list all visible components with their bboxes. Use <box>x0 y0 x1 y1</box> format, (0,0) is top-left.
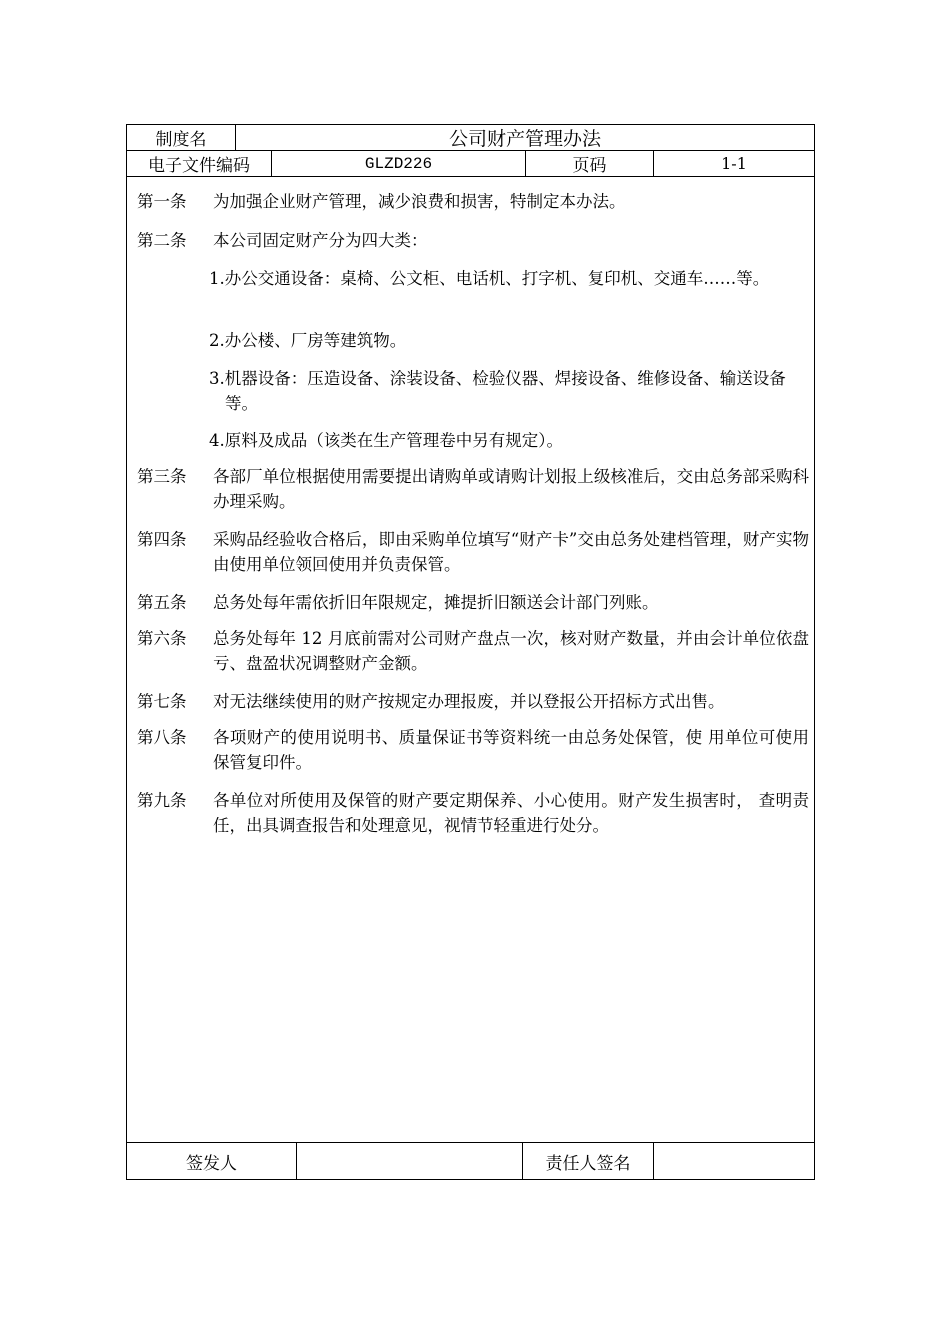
file-code-value: GLZD226 <box>364 154 433 173</box>
category-item-2: 2.办公楼、厂房等建筑物。 <box>209 331 407 350</box>
category-item-1: 1.办公交通设备：桌椅、公文柜、电话机、打字机、复印机、交通车……等。 <box>209 269 770 288</box>
article-text: 为加强企业财产管理，减少浪费和损害，特制定本办法。 <box>213 192 626 211</box>
divider <box>127 176 814 177</box>
article-text: 本公司固定财产分为四大类： <box>213 231 428 250</box>
article-text: 采购品经验收合格后，即由采购单位填写“财产卡”交由总务处建档管理，财产实物由使用单位领回使用并负责保管。 <box>213 530 809 574</box>
article-text: 各部厂单位根据使用需要提出请购单或请购计划报上级核准后，交由总务部采购科办理采购。 <box>213 467 809 511</box>
regulation-form <box>126 124 815 1180</box>
page-label: 页码 <box>572 156 607 176</box>
file-code-label: 电子文件编码 <box>148 156 250 176</box>
category-item-4: 4.原料及成品（该类在生产管理卷中另有规定）。 <box>209 431 563 450</box>
system-name-label: 制度名 <box>155 130 207 150</box>
article-text: 对无法继续使用的财产按规定办理报废，并以登报公开招标方式出售。 <box>213 692 725 711</box>
article-text: 总务处每年需依折旧年限规定，摊提折旧额送会计部门列账。 <box>213 593 659 612</box>
article-text: 各项财产的使用说明书、质量保证书等资料统一由总务处保管，使 用单位可使用保管复印件。 <box>213 728 809 772</box>
article-label: 第八条 <box>137 728 187 747</box>
article-label: 第三条 <box>137 467 187 486</box>
article-label: 第六条 <box>137 629 187 648</box>
article-label: 第五条 <box>137 593 187 612</box>
article-text: 总务处每年 12 月底前需对公司财产盘点一次，核对财产数量，并由会计单位依盘亏、盘盈状况调整财产金额。 <box>213 629 809 673</box>
article-label: 第四条 <box>137 530 187 549</box>
issuer-signature-field[interactable] <box>297 1143 522 1179</box>
page-value: 1-1 <box>721 154 747 173</box>
article-label: 第七条 <box>137 692 187 711</box>
responsible-signature-field[interactable] <box>654 1143 814 1179</box>
issuer-label: 签发人 <box>186 1153 237 1174</box>
system-name-value: 公司财产管理办法 <box>448 128 601 150</box>
article-label: 第二条 <box>137 231 187 250</box>
article-label: 第九条 <box>137 791 187 810</box>
article-text: 各单位对所使用及保管的财产要定期保养、小心使用。财产发生损害时， 查明责任，出具调查报告和处理意见，视情节轻重进行处分。 <box>213 791 809 835</box>
responsible-label: 责任人签名 <box>545 1153 631 1174</box>
category-item-3: 3.机器设备：压造设备、涂装设备、检验仪器、焊接设备、维修设备、输送设备等。 <box>209 369 786 413</box>
article-label: 第一条 <box>137 192 187 211</box>
